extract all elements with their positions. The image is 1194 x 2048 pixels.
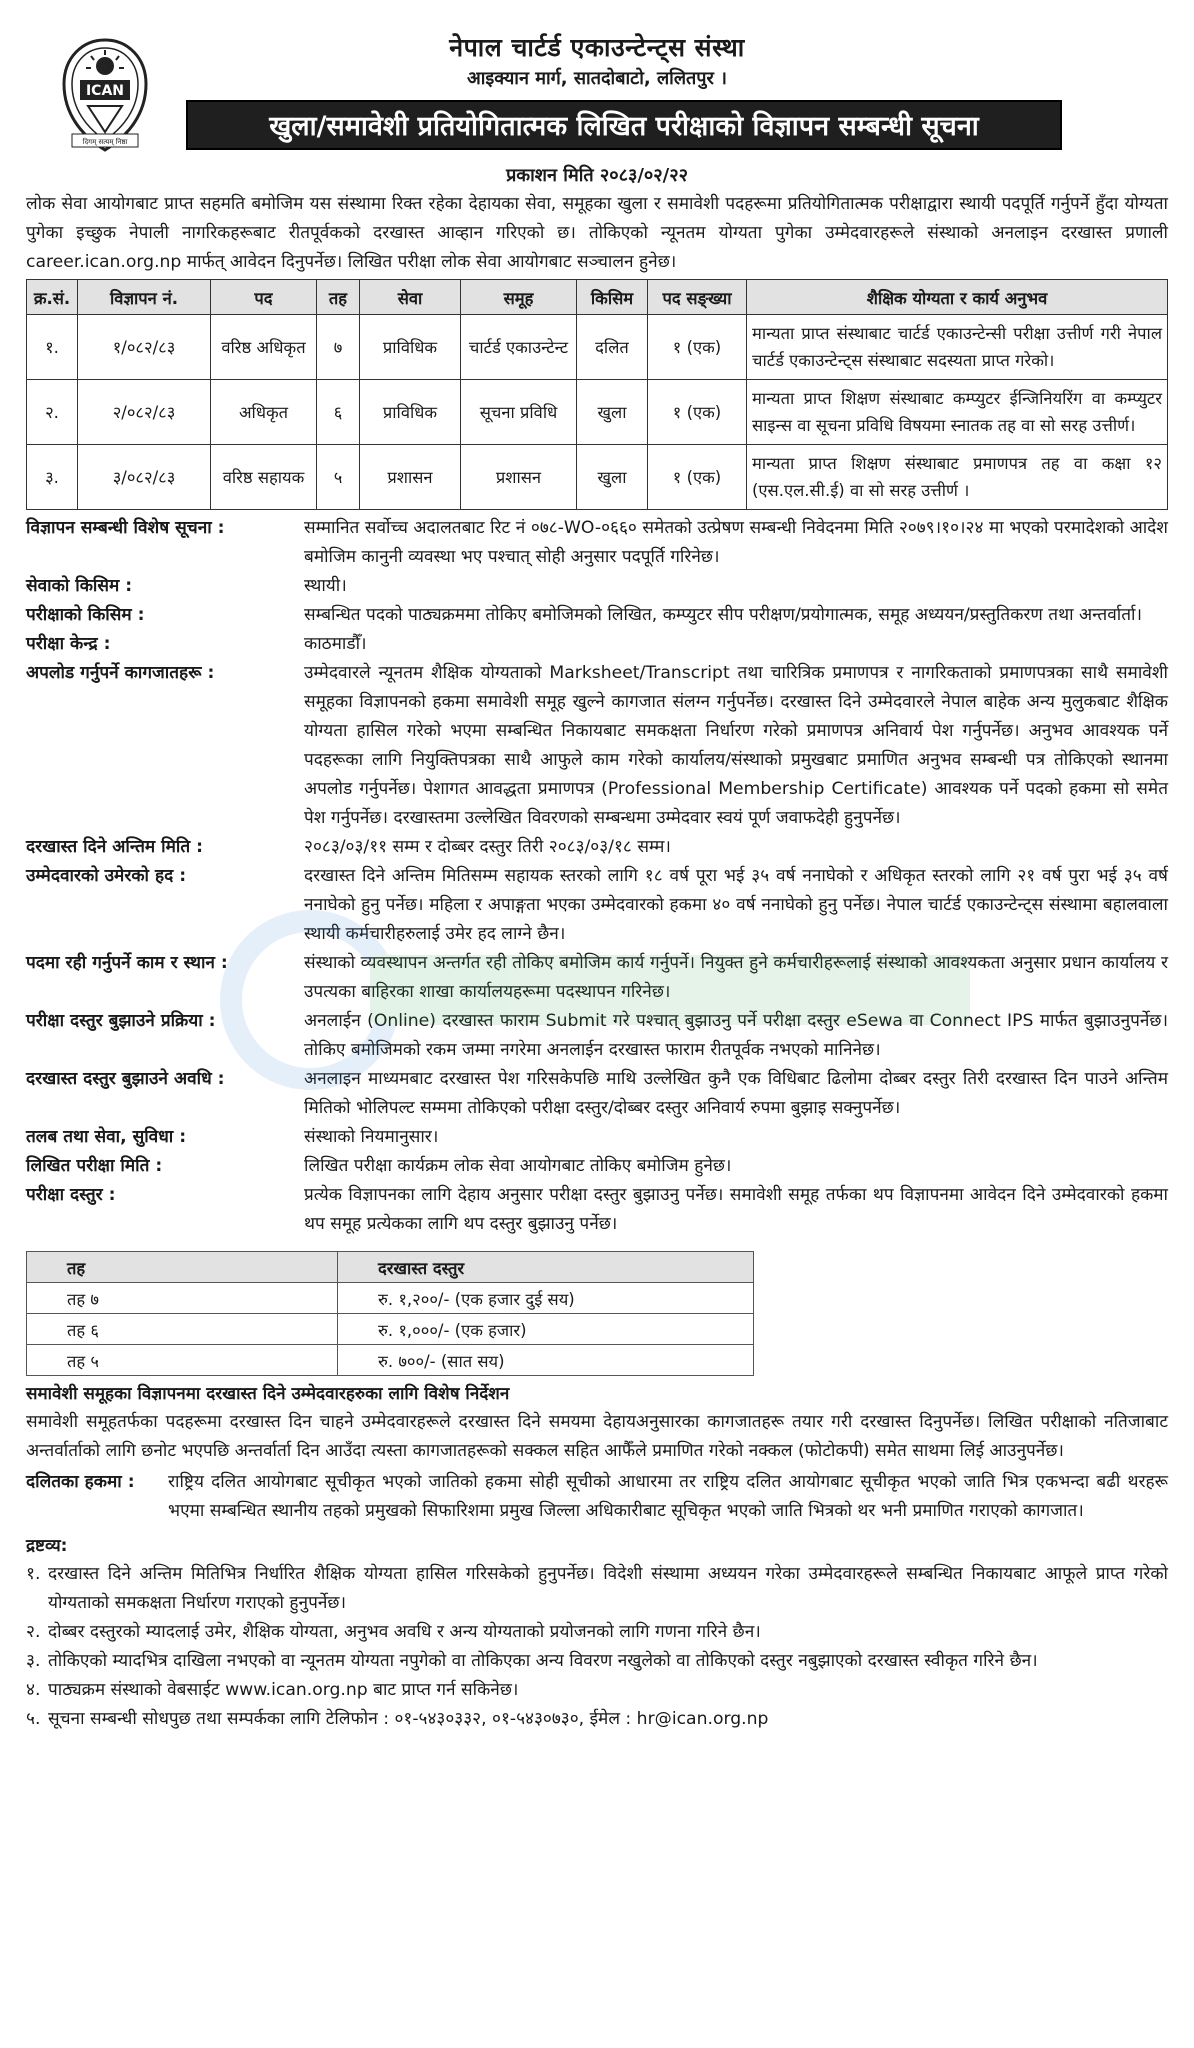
dalit-section [26,1468,1168,1526]
cell-qualification: मान्यता प्राप्त संस्थाबाट चार्टर्ड एकाउन्टेन्सी परीक्षा उत्तीर्ण गरी नेपाल चार्टर्ड एकाउन्टेन्ट्स संस्थाबाट सदस्यता प्राप्त गरेको। [747,315,1168,380]
col-sn: क्र.सं. [27,280,78,315]
cell-post: वरिष्ठ अधिकृत [211,315,317,380]
notice-title-banner: खुला/समावेशी प्रतियोगितात्मक लिखित परीक्षाको विज्ञापन सम्बन्धी सूचना [186,100,1062,150]
detail-value: लिखित परीक्षा कार्यक्रम लोक सेवा आयोगबाट तोकिए बमोजिम हुनेछ। [304,1156,732,1176]
detail-exam-fee [26,1181,1168,1239]
table-row [27,315,1168,380]
fee-col-level: तह [27,1252,338,1283]
vacancy-table [26,279,1168,510]
detail-value: उम्मेदवारले न्यूनतम शैक्षिक योग्यताको Marksheet/Transcript तथा चारित्रिक प्रमाणपत्र र नागरिकताको प्रमाणपत्रका साथै समावेशी समूहका विज्ञापनको हकमा समावेशी समूह खुल्ने कागजात संलग्न गर्नुपर्नेछ। दरखास्त दिने उम्मेदवारले नेपाल बाहेक अन्य मुलुकबाट शैक्षिक योग्यता हासिल गरेको भएमा सम्बन्धित निकायबाट समकक्षता निर्धारण गरेको प्रमाणपत्र अनिवार्य पेश गर्नुपर्नेछ। अनुभव आवश्यक पर्ने पदहरूका लागि नियुक्तिपत्रका साथै आफुले काम गरेको कार्यालय/संस्थाको प्रमुखबाट प्रमाणित अनुभव सम्बन्धी पत्र तोकिएको स्थानमा अपलोड गर्नुपर्नेछ। पेशागत आवद्धता प्रमाणपत्र (Professional Membership Certificate) आवश्यक पर्ने पदको हकमा सो समेत पेश गर्नुपर्नेछ। दरखास्तमा उल्लेखित विवरणको सम्बन्धमा उम्मेदवार स्वयं पूर्ण जवाफदेही हुनुपर्नेछ। [304,663,1168,828]
detail-special-notice [26,514,1168,572]
list-item [26,1618,1168,1647]
note-text: दरखास्त दिने अन्तिम मितिभित्र निर्धारित शैक्षिक योग्यता हासिल गरिसकेको हुनुपर्नेछ। विदेशी संस्थामा अध्ययन गरेका उम्मेदवारहरूले सम्बन्धित निकायबाट आफूले प्राप्त गरेको योग्यताको समकक्षता निर्धारण गराएको हुनुपर्नेछ। [48,1564,1168,1613]
table-row [27,1314,754,1345]
detail-label: दरखास्त दिने अन्तिम मिति : [26,837,204,857]
detail-work-location [26,949,1168,1007]
cell-type: खुला [577,445,648,510]
cell-service: प्राविधिक [360,380,461,445]
cell-ad-no: २/०८२/८३ [78,380,211,445]
detail-value: अनलाइन माध्यमबाट दरखास्त पेश गरिसकेपछि माथि उल्लेखित कुनै एक विधिबाट ढिलोमा दोब्बर दस्तुर तिरी दरखास्त दिन पाउने अन्तिम मितिको भोलिपल्ट सम्ममा तोकिएको परीक्षा दस्तुर/दोब्बर दस्तुर अनिवार्य रुपमा बुझाइ सक्नुपर्नेछ। [304,1069,1168,1118]
notice-details [26,514,1168,1239]
cell-type: खुला [577,380,648,445]
detail-deadline [26,833,1168,862]
list-item [26,1705,1168,1734]
detail-label: उम्मेदवारको उमेरको हद : [26,866,187,886]
col-type: किसिम [577,280,648,315]
fee-level: तह ७ [27,1283,338,1314]
detail-label: परीक्षा केन्द्र : [26,634,111,654]
detail-value: संस्थाको व्यवस्थापन अन्तर्गत रही तोकिए बमोजिम कार्य गर्नुपर्ने। नियुक्त हुने कर्मचारीहरूलाई संस्थाको आवश्यकता अनुसार प्रधान कार्यालय र उपत्यका बाहिरका शाखा कार्यालयहरूमा पदस्थापन गरिनेछ। [304,953,1168,1002]
col-group: समूह [461,280,577,315]
note-text: पाठ्यक्रम संस्थाको वेबसाईट www.ican.org.np बाट प्राप्त गर्न सकिनेछ। [48,1680,519,1700]
detail-value: सम्मानित सर्वोच्च अदालतबाट रिट नं ०७८-WO-०६६० समेतको उत्प्रेषण सम्बन्धी निवेदनमा मिति २०७९।१०।२४ मा भएको परमादेशको आदेश बमोजिम कानुनी व्यवस्था भए पश्चात् सोही अनुसार पदपूर्ति गरिनेछ। [304,518,1168,567]
cell-level: ५ [317,445,360,510]
cell-group: सूचना प्रविधि [461,380,577,445]
detail-value: संस्थाको नियमानुसार। [304,1127,439,1147]
cell-service: प्राविधिक [360,315,461,380]
cell-ad-no: १/०८२/८३ [78,315,211,380]
detail-age-limit [26,862,1168,949]
detail-label: लिखित परीक्षा मिति : [26,1156,163,1176]
organization-address: आइक्यान मार्ग, सातदोबाटो, ललितपुर । [467,68,727,89]
detail-value: दरखास्त दिने अन्तिम मितिसम्म सहायक स्तरको लागि १८ वर्ष पूरा भई ३५ वर्ष ननाघेको र अधिकृत स्तरको लागि २१ वर्ष पुरा भई ३५ वर्ष ननाघेको हुनु पर्नेछ। महिला र अपाङ्गता भएका उम्मेदवारको हकमा ४० वर्ष ननाघेको हुनु पर्नेछ। नेपाल चार्टर्ड एकाउन्टेन्ट्स संस्थामा बहालवाला स्थायी कर्मचारीहरुलाई उमेर हद लाग्ने छैन। [304,866,1168,944]
cell-count: १ (एक) [648,315,747,380]
note-number: ३. [26,1651,41,1671]
detail-value: काठमाडौँ। [304,634,367,654]
cell-level: ७ [317,315,360,380]
note-number: ४. [26,1680,41,1700]
notes-list [26,1560,1168,1734]
list-item [26,1560,1168,1618]
note-number: १. [26,1564,41,1584]
detail-written-exam-date [26,1152,1168,1181]
detail-fee-period [26,1065,1168,1123]
logo-text: ICAN [85,83,125,99]
cell-sn: ३. [27,445,78,510]
detail-value: सम्बन्धित पदको पाठ्यक्रममा तोकिए बमोजिमको लिखित, कम्प्युटर सीप परीक्षण/प्रयोगात्मक, समूह अध्ययन/प्रस्तुतिकरण तथा अन्तर्वार्ता। [304,605,1142,625]
table-row [27,445,1168,510]
detail-value: अनलाईन (Online) दरखास्त फाराम Submit गरे पश्चात् बुझाउनु पर्ने परीक्षा दस्तुर eSewa वा Connect IPS मार्फत बुझाउनुपर्नेछ। तोकिए बमोजिमको रकम जम्मा नगरेमा अनलाईन दरखास्त फाराम रीतपूर्वक नभएको मानिनेछ। [304,1011,1168,1060]
cell-qualification: मान्यता प्राप्त शिक्षण संस्थाबाट कम्प्युटर ईन्जिनियरिंग वा कम्प्युटर साइन्स वा सूचना प्रविधि विषयमा स्नातक तह वा सो सरह उत्तीर्ण। [747,380,1168,445]
fee-amount: रु. ७००/- (सात सय) [338,1345,754,1376]
cell-group: चार्टर्ड एकाउन्टेन्ट [461,315,577,380]
inclusive-paragraph: समावेशी समूहतर्फका पदहरूमा दरखास्त दिन चाहने उम्मेदवारहरूले दरखास्त दिने समयमा देहायअनुसारका कागजातहरू तयार गरी दरखास्त दिनुपर्नेछ। लिखित परीक्षाको नतिजाबाट अन्तर्वार्ताको लागि छनोट भएपछि अन्तर्वार्ता दिन आउँदा त्यस्ता कागजातहरूको सक्कल सहित आफैँले प्रमाणित गरेको नक्कल (फोटोकपी) समेत साथमा लिई आउनुपर्नेछ। [26,1412,1168,1461]
detail-label: पदमा रही गर्नुपर्ने काम र स्थान : [26,953,228,973]
detail-label: तलब तथा सेवा, सुविधा : [26,1127,187,1147]
detail-label: अपलोड गर्नुपर्ने कागजातहरू : [26,663,215,683]
cell-level: ६ [317,380,360,445]
cell-count: १ (एक) [648,445,747,510]
publication-date: प्रकाशन मिति २०८३/०२/२२ [506,165,688,186]
note-text: दोब्बर दस्तुरको म्यादलाई उमेर, शैक्षिक योग्यता, अनुभव अवधि र अन्य योग्यताको प्रयोजनको लागि गणना गरिने छैन। [48,1622,761,1642]
fee-level: तह ५ [27,1345,338,1376]
header [26,0,1168,160]
detail-label: दरखास्त दस्तुर बुझाउने अवधि : [26,1069,225,1089]
detail-value: प्रत्येक विज्ञापनका लागि देहाय अनुसार परीक्षा दस्तुर बुझाउनु पर्नेछ। समावेशी समूह तर्फका थप विज्ञापनमा आवेदन दिने उम्मेदवारको हकमा थप समूह प्रत्येकका लागि थप दस्तुर बुझाउनु पर्नेछ। [304,1185,1168,1234]
col-level: तह [317,280,360,315]
cell-sn: १. [27,315,78,380]
detail-upload-documents [26,659,1168,833]
col-qualification: शैक्षिक योग्यता र कार्य अनुभव [747,280,1168,315]
detail-exam-type [26,601,1168,630]
table-row [27,1345,754,1376]
col-count: पद सङ्ख्या [648,280,747,315]
detail-label: परीक्षा दस्तुर बुझाउने प्रक्रिया : [26,1011,216,1031]
detail-value: स्थायी। [304,576,347,596]
detail-label: सेवाको किसिम : [26,576,133,596]
cell-post: अधिकृत [211,380,317,445]
cell-sn: २. [27,380,78,445]
note-text: सूचना सम्बन्धी सोधपुछ तथा सम्पर्कका लागि टेलिफोन : ०१-५४३०३३२, ०१-५४३०७३०, ईमेल : hr@ican.org.np [48,1709,769,1729]
detail-label: विज्ञापन सम्बन्धी विशेष सूचना : [26,518,225,538]
inclusive-heading: समावेशी समूहका विज्ञापनमा दरखास्त दिने उम्मेदवारहरुका लागि विशेष निर्देशन [26,1384,510,1404]
dalit-label: दलितका हकमा : [26,1472,135,1492]
list-item [26,1676,1168,1705]
cell-post: वरिष्ठ सहायक [211,445,317,510]
list-item [26,1647,1168,1676]
fee-amount: रु. १,२००/- (एक हजार दुई सय) [338,1283,754,1314]
cell-group: प्रशासन [461,445,577,510]
fee-table-header [27,1252,754,1283]
notes-title: द्रष्टव्य: [26,1536,68,1556]
detail-label: परीक्षाको किसिम : [26,605,145,625]
logo-motto: दिगम्‌ सत्यम् निष्ठा [82,138,128,146]
cell-qualification: मान्यता प्राप्त शिक्षण संस्थाबाट प्रमाणपत्र तह वा कक्षा १२ (एस.एल.सी.ई) वा सो सरह उत्तीर्ण । [747,445,1168,510]
note-text: तोकिएको म्यादभित्र दाखिला नभएको वा न्यूनतम योग्यता नपुगेको वा तोकिएका अन्य विवरण नखुलेको वा तोकिएको दस्तुर नबुझाएको दरखास्त स्वीकृत गरिने छैन। [48,1651,1038,1671]
detail-fee-process [26,1007,1168,1065]
cell-ad-no: ३/०८२/८३ [78,445,211,510]
fee-col-amount: दरखास्त दस्तुर [338,1252,754,1283]
detail-service-type [26,572,1168,601]
fee-table [26,1251,754,1376]
organization-name: नेपाल चार्टर्ड एकाउन्टेन्ट्स संस्था [449,33,745,62]
detail-label: परीक्षा दस्तुर : [26,1185,116,1205]
note-number: ५. [26,1709,41,1729]
intro-paragraph: लोक सेवा आयोगबाट प्राप्त सहमति बमोजिम यस संस्थामा रिक्त रहेका देहायका सेवा, समूहका खुला र समावेशी पदहरूमा प्रतियोगितात्मक परीक्षाद्वारा स्थायी पदपूर्ति गर्नुपर्ने हुँदा योग्यता पुगेका इच्छुक नेपाली नागरिकहरूबाट रीतपूर्वकको दरखास्त आव्हान गरिएको छ। तोकिएको न्यूनतम योग्यता पुगेका उम्मेदवारहरूले संस्थाको अनलाइन दरखास्त प्रणाली career.ican.org.np मार्फत् आवेदन दिनुपर्नेछ। लिखित परीक्षा लोक सेवा आयोगबाट सञ्चालन हुनेछ। [26,194,1168,272]
table-row [27,1283,754,1314]
detail-salary [26,1123,1168,1152]
col-ad-no: विज्ञापन नं. [78,280,211,315]
cell-type: दलित [577,315,648,380]
fee-level: तह ६ [27,1314,338,1345]
table-row [27,380,1168,445]
col-post: पद [211,280,317,315]
dalit-text: राष्ट्रिय दलित आयोगबाट सूचीकृत भएको जातिको हकमा सोही सूचीको आधारमा तर राष्ट्रिय दलित आयोगबाट सूचीकृत भएको जाति भित्र एकभन्दा बढी थरहरू भएमा सम्बन्धित स्थानीय तहको प्रमुखको सिफारिशमा प्रमुख जिल्ला अधिकारीबाट सूचिकृत भएको जाति भित्रको थर भनी प्रमाणित गराएको कागजात। [168,1472,1168,1521]
fee-amount: रु. १,०००/- (एक हजार) [338,1314,754,1345]
col-service: सेवा [360,280,461,315]
detail-value: २०८३/०३/११ सम्म र दोब्बर दस्तुर तिरी २०८३/०३/१८ सम्म। [304,837,671,857]
cell-count: १ (एक) [648,380,747,445]
detail-exam-center [26,630,1168,659]
note-number: २. [26,1622,41,1642]
cell-service: प्रशासन [360,445,461,510]
vacancy-table-header [27,280,1168,315]
